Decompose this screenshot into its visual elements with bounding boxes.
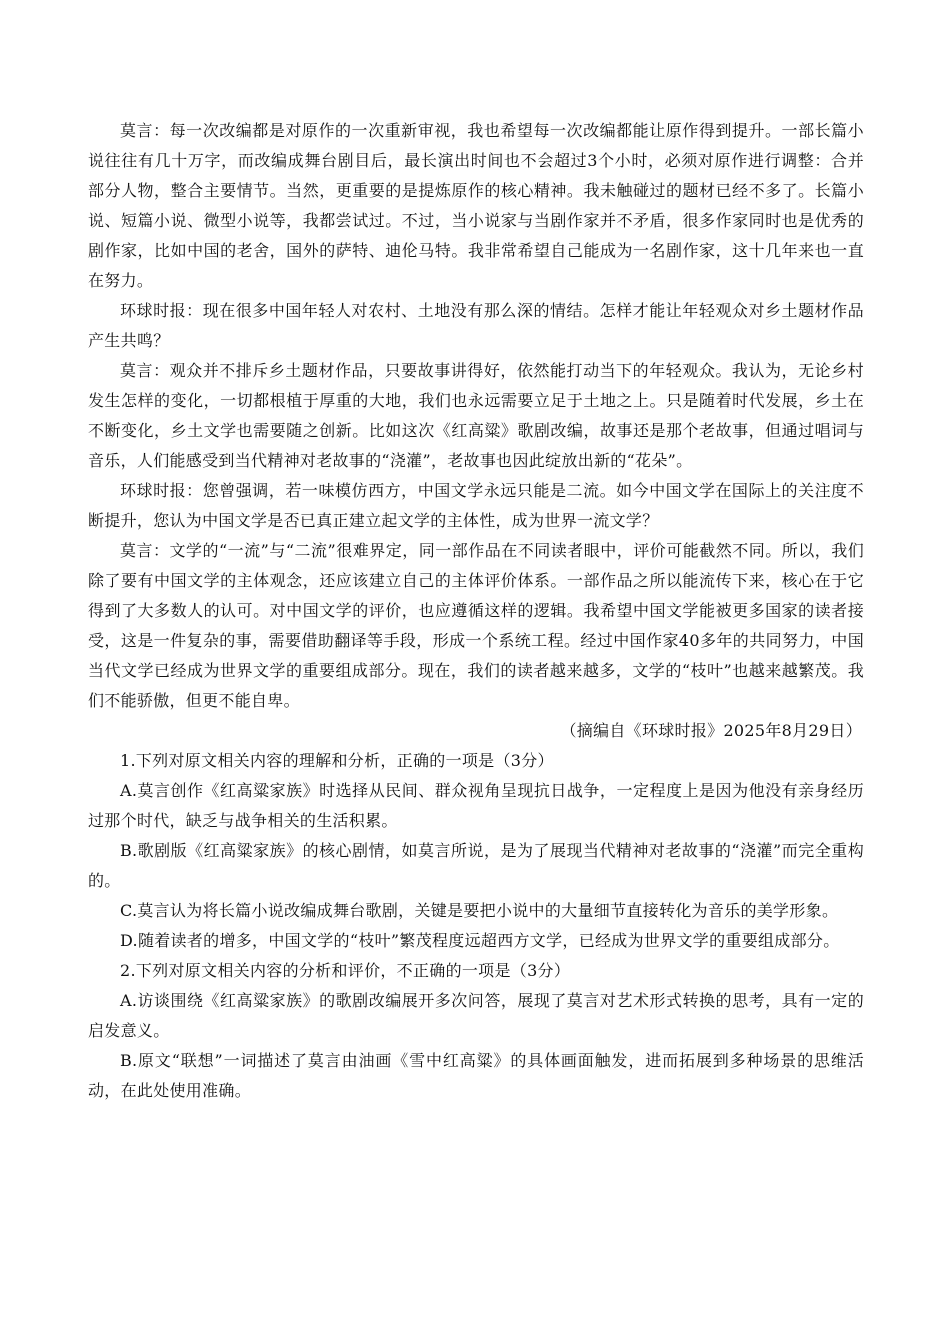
question-stem: 2.下列对原文相关内容的分析和评价，不正确的一项是（3分） (120, 961, 571, 980)
interview-paragraph-moyan-2: 莫言：观众并不排斥乡土题材作品，只要故事讲得好，依然能打动当下的年轻观众。我认为，无论乡村发生怎样的变化，一切都根植于厚重的大地，我们也永远需要立足于土地之上。只是随着时代发展，乡土在不断变化，乡土文学也需要随之创新。比如这次《红高粱》歌剧改编，故事还是那个老故事，但通过唱词与音乐，人们能感受到当代精神对老故事的“浇灌”，老故事也因此绽放出新的“花朵”。 (88, 361, 864, 470)
interview-question-huanqiu-1: 环球时报：现在很多中国年轻人对农村、土地没有那么深的情结。怎样才能让年轻观众对乡土题材作品产生共鸣？ (88, 301, 864, 350)
option-c: C.莫言认为将长篇小说改编成舞台歌剧，关键是要把小说中的大量细节直接转化为音乐的美学形象。 (120, 901, 839, 920)
interview-paragraph-moyan-3: 莫言：文学的“一流”与“二流”很难界定，同一部作品在不同读者眼中，评价可能截然不同。所以，我们除了要有中国文学的主体观念，还应该建立自己的主体评价体系。一部作品之所以能流传下来，核心在于它得到了大多数人的认可。对中国文学的评价，也应遵循这样的逻辑。我希望中国文学能被更多国家的读者接受，这是一件复杂的事，需要借助翻译等手段，形成一个系统工程。经过中国作家40多年的共同努力，中国当代文学已经成为世界文学的重要组成部分。现在，我们的读者越来越多，文学的“枝叶”也越来越繁茂。我们不能骄傲，但更不能自卑。 (88, 541, 864, 710)
question-stem: 1.下列对原文相关内容的理解和分析，正确的一项是（3分） (120, 751, 554, 770)
option-a: A.莫言创作《红高粱家族》时选择从民间、群众视角呈现抗日战争，一定程度上是因为他没有亲身经历过那个时代，缺乏与战争相关的生活积累。 (88, 781, 864, 830)
source-citation: （摘编自《环球时报》2025年8月29日） (560, 721, 862, 740)
question-2 (88, 956, 864, 1106)
option-b: B.歌剧版《红高粱家族》的核心剧情，如莫言所说，是为了展现当代精神对老故事的“浇灌”而完全重构的。 (88, 841, 864, 890)
interview-question-huanqiu-2: 环球时报：您曾强调，若一味模仿西方，中国文学永远只能是二流。如今中国文学在国际上的关注度不断提升，您认为中国文学是否已真正建立起文学的主体性，成为世界一流文学？ (88, 481, 864, 530)
option-d: D.随着读者的增多，中国文学的“枝叶”繁茂程度远超西方文学，已经成为世界文学的重要组成部分。 (120, 931, 840, 950)
question-1 (88, 746, 864, 956)
interview-paragraph-moyan-1: 莫言：每一次改编都是对原作的一次重新审视，我也希望每一次改编都能让原作得到提升。一部长篇小说往往有几十万字，而改编成舞台剧目后，最长演出时间也不会超过3个小时，必须对原作进行调整：合并部分人物，整合主要情节。当然，更重要的是提炼原作的核心精神。我未触碰过的题材已经不多了。长篇小说、短篇小说、微型小说等，我都尝试过。不过，当小说家与当剧作家并不矛盾，很多作家同时也是优秀的剧作家，比如中国的老舍，国外的萨特、迪伦马特。我非常希望自己能成为一名剧作家，这十几年来也一直在努力。 (88, 121, 864, 290)
option-b: B.原文“联想”一词描述了莫言由油画《雪中红高粱》的具体画面触发，进而拓展到多种场景的思维活动，在此处使用准确。 (88, 1051, 864, 1100)
interview-text (88, 116, 864, 746)
document-page (88, 116, 864, 1106)
option-a: A.访谈围绕《红高粱家族》的歌剧改编展开多次问答，展现了莫言对艺术形式转换的思考，具有一定的启发意义。 (88, 991, 864, 1040)
